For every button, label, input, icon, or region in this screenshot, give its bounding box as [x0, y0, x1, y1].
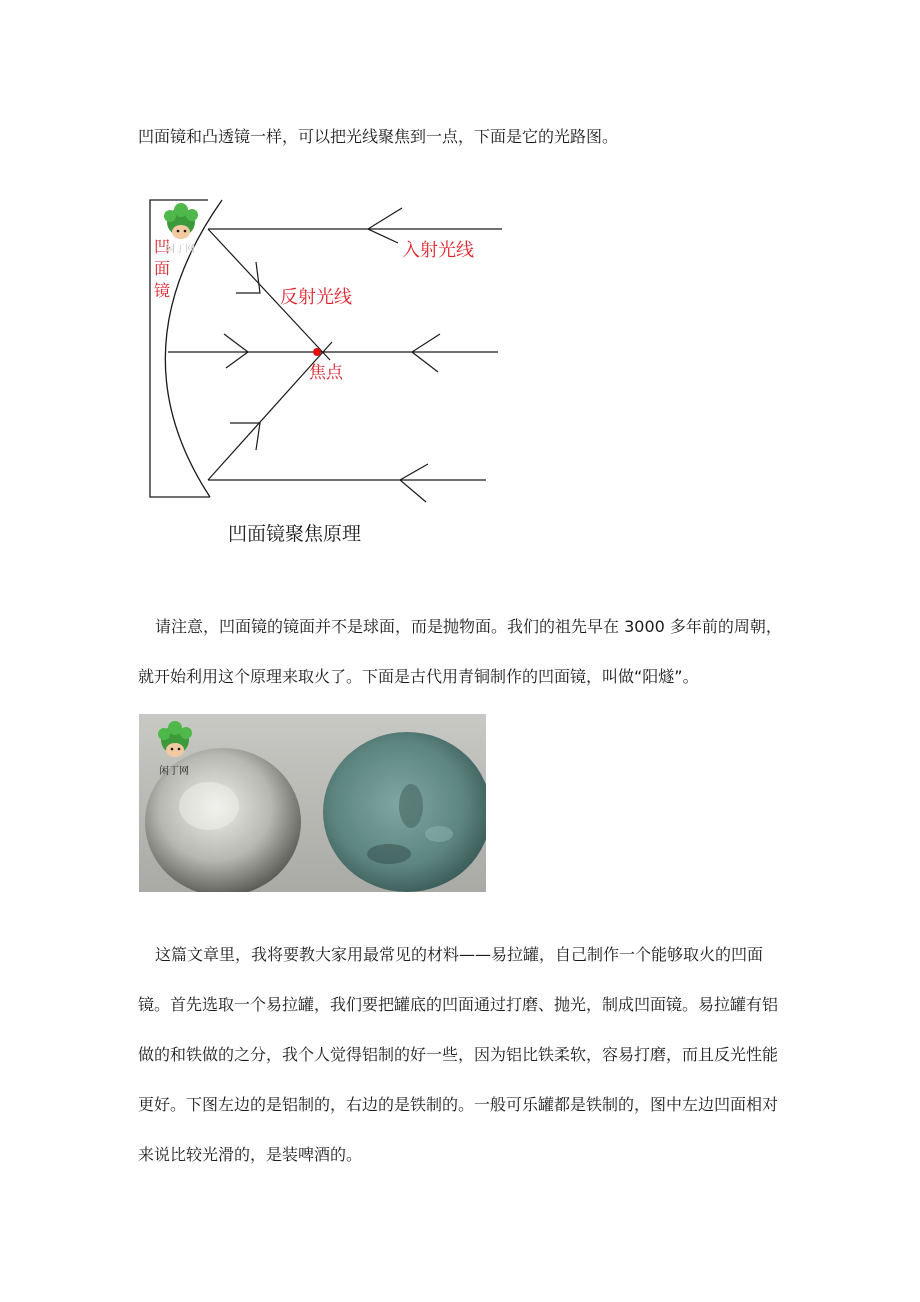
- focus-point: [313, 348, 321, 356]
- incident-arrow-middle: [412, 334, 440, 372]
- reflected-arrow-top: [236, 262, 260, 293]
- mirror-label-char-3: 镜: [154, 281, 171, 300]
- focus-label: 焦点: [309, 363, 343, 383]
- intro-paragraph: 凹面镜和凸透镜一样，可以把光线聚焦到一点，下面是它的光路图。: [138, 127, 619, 146]
- concave-mirror-diagram: [138, 190, 510, 552]
- mirror-label-char-2: 面: [154, 259, 171, 278]
- mirror-label-char-1: 凹: [154, 237, 171, 256]
- fire-mirror-paragraph: 请注意，凹面镜的镜面并不是球面，而是抛物面。我们的祖先早在 3000 多年前的周朝，就开始利用这个原理来取火了。下面是古代用青铜制作的凹面镜，叫做“阳燧”。: [138, 617, 782, 686]
- can-mirror-paragraph: 这篇文章里，我将要教大家用最常见的材料——易拉罐，自己制作一个能够取火的凹面镜。首先选取一个易拉罐，我们要把罐底的凹面通过打磨、抛光，制成凹面镜。易拉罐有铝做的和铁做的之分，我个人觉得铝制的好一些，因为铝比铁柔软，容易打磨，而且反光性能更好。下图左边的是铝制的，右边的是铁制的。一般可乐罐都是铁制的，图中左边凹面相对来说比较光滑的，是装啤酒的。: [138, 945, 779, 1164]
- incident-arrow-top: [368, 208, 402, 243]
- diagram-caption: 凹面镜聚焦原理: [228, 523, 362, 545]
- incident-arrow-bottom: [400, 464, 428, 502]
- site-logo: [164, 203, 198, 255]
- outgoing-arrow-middle: [224, 334, 248, 368]
- incident-ray-label: 入射光线: [402, 240, 474, 261]
- reflected-ray-label: 反射光线: [280, 287, 352, 308]
- bronze-mirror-photo: [139, 714, 486, 892]
- logo-text: 闲丁网: [165, 244, 195, 255]
- photo-logo-text: 闲丁网: [159, 766, 189, 777]
